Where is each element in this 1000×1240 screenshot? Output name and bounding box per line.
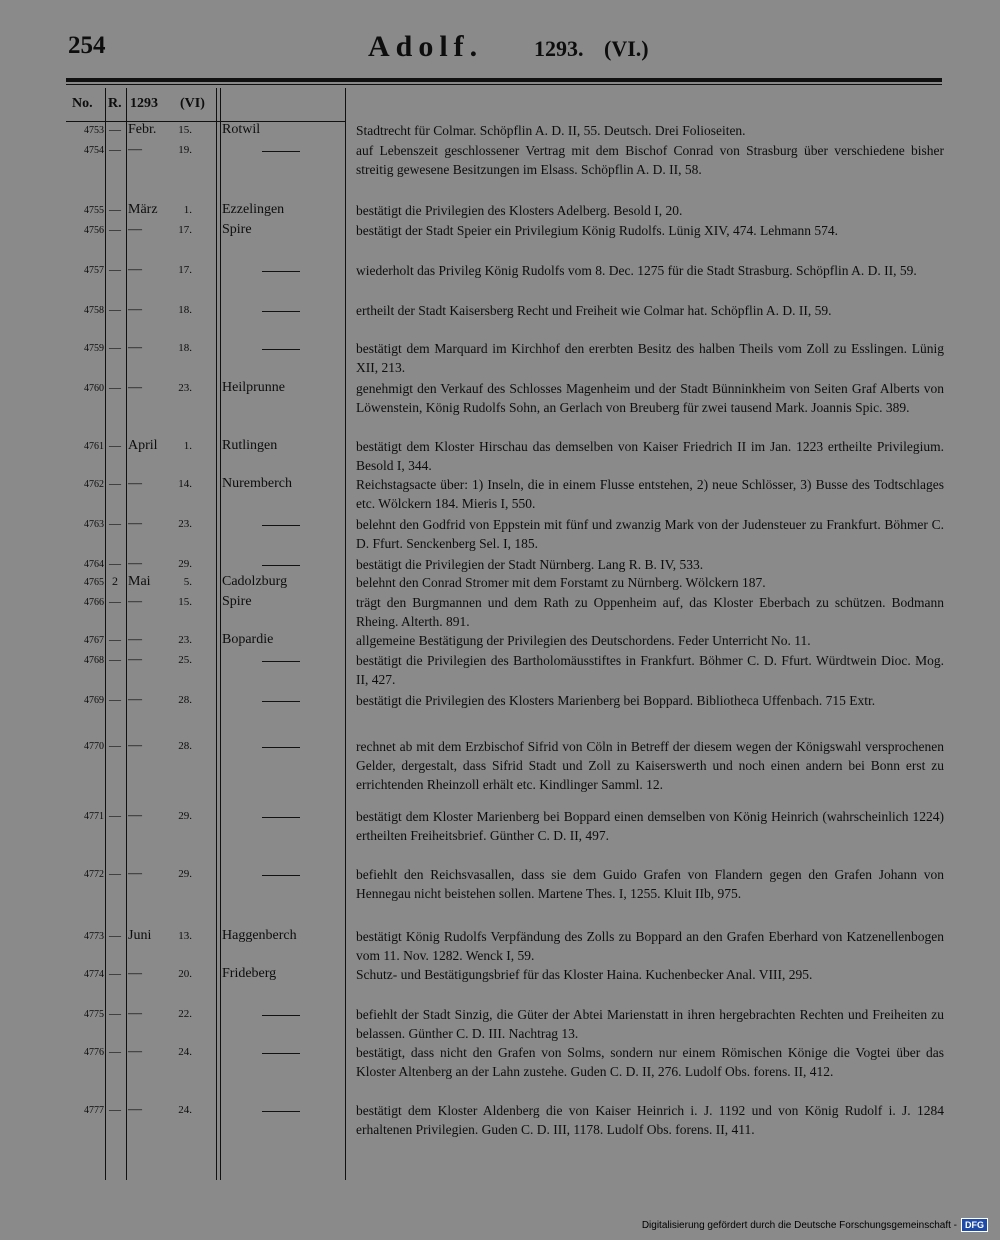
- entry-number: 4775: [84, 1009, 104, 1020]
- page-number: 254: [68, 32, 106, 59]
- entry-day: 25.: [178, 654, 192, 666]
- entry-month: April: [128, 438, 158, 453]
- entry-text: belehnt den Conrad Stromer mit dem Forstamt zu Nürnberg. Wölckern 187.: [356, 575, 766, 590]
- entry-month: März: [128, 202, 158, 217]
- place-ditto-rule: [262, 701, 300, 702]
- entry-month: —: [128, 594, 142, 609]
- place-ditto-rule: [262, 747, 300, 748]
- entry-text: bestätigt dem Kloster Marienberg bei Boppard einen demselben von König Heinrich (wahrscheinlich 1224) ertheilten Freiheitsbrief. Günther C. D. II, 497.: [356, 809, 944, 843]
- entry-r: —: [109, 142, 121, 156]
- entry-text: auf Lebenszeit geschlossener Vertrag mit dem Bischof Conrad von Strasburg über verschiedene bisher streitig gewesene Besitzungen im Elsass. Schöpflin A. D. II, 58.: [356, 143, 944, 177]
- entry-place: Spire: [222, 594, 252, 609]
- entry-day: 19.: [178, 144, 192, 156]
- header-volume: (VI.): [604, 36, 649, 61]
- entry-text: bestätigt die Privilegien der Stadt Nürnberg. Lang R. B. IV, 533.: [356, 557, 704, 572]
- entry-day: 28.: [178, 694, 192, 706]
- entry-text: befiehlt der Stadt Sinzig, die Güter der Abtei Marienstatt in ihren hergebrachten Rechten und Freiheiten zu belassen. Günther C. D. III. Nachtrag 13.: [356, 1007, 944, 1041]
- entry-r: —: [109, 808, 121, 822]
- entry-number: 4771: [84, 811, 104, 822]
- entry-number: 4757: [84, 265, 104, 276]
- entry-month: Mai: [128, 574, 151, 589]
- entry-text: bestätigt die Privilegien des Bartholomäusstiftes in Frankfurt. Böhmer C. D. Ffurt. Würdtwein Dioc. Mog. II, 427.: [356, 653, 944, 687]
- entry-text: belehnt den Godfrid von Eppstein mit fünf und zwanzig Mark von der Judensteuer zu Frankfurt. Böhmer C. D. Ffurt. Senckenberg Sel. I, 185.: [356, 517, 944, 551]
- entry-number: 4772: [84, 869, 104, 880]
- entry-r: —: [109, 262, 121, 276]
- entry-month: —: [128, 692, 142, 707]
- entry-month: —: [128, 340, 142, 355]
- column-divider: [216, 88, 217, 1180]
- place-ditto-rule: [262, 565, 300, 566]
- entry-r: —: [109, 340, 121, 354]
- entry-number: 4776: [84, 1047, 104, 1058]
- entry-month: —: [128, 632, 142, 647]
- entry-text: bestätigt die Privilegien des Klosters Marienberg bei Boppard. Bibliotheca Uffenbach. 715 Extr.: [356, 693, 876, 708]
- entry-day: 23.: [178, 382, 192, 394]
- entry-text: bestätigt die Privilegien des Klosters Adelberg. Besold I, 20.: [356, 203, 683, 218]
- entry-r: —: [109, 222, 121, 236]
- entry-day: 29.: [178, 810, 192, 822]
- entry-day: 22.: [178, 1008, 192, 1020]
- entry-day: 13.: [178, 930, 192, 942]
- entry-month: —: [128, 380, 142, 395]
- entry-number: 4760: [84, 383, 104, 394]
- entry-day: 23.: [178, 518, 192, 530]
- entry-month: —: [128, 516, 142, 531]
- entry-place: Bopardie: [222, 632, 274, 647]
- entry-text: bestätigt dem Marquard im Kirchhof den ererbten Besitz des halben Theils vom Zoll zu Esslingen. Lünig XII, 213.: [356, 341, 944, 375]
- entry-r: —: [109, 122, 121, 136]
- entry-month: —: [128, 866, 142, 881]
- header-year: 1293.: [534, 36, 584, 61]
- entry-number: 4759: [84, 343, 104, 354]
- entry-month: —: [128, 142, 142, 157]
- footer-text: Digitalisierung gefördert durch die Deutsche Forschungsgemeinschaft -: [641, 1219, 957, 1231]
- entry-month: —: [128, 1044, 142, 1059]
- entry-text: allgemeine Bestätigung der Privilegien des Deutschordens. Feder Unterricht No. 11.: [356, 633, 811, 648]
- entry-number: 4773: [84, 931, 104, 942]
- entry-r: —: [109, 632, 121, 646]
- entry-number: 4756: [84, 225, 104, 236]
- entry-r: —: [109, 738, 121, 752]
- entry-day: 23.: [178, 634, 192, 646]
- entry-month: —: [128, 652, 142, 667]
- entry-number: 4768: [84, 655, 104, 666]
- entry-place: Heilprunne: [222, 380, 285, 395]
- entry-text: trägt den Burgmannen und dem Rath zu Oppenheim auf, das Kloster Eberbach zu schützen. Bodmann Rheing. Alterth. 891.: [356, 595, 944, 629]
- entry-number: 4769: [84, 695, 104, 706]
- entry-text: bestätigt der Stadt Speier ein Privilegium König Rudolfs. Lünig XIV, 474. Lehmann 574.: [356, 223, 838, 238]
- entry-r: —: [109, 652, 121, 666]
- entry-r: —: [109, 866, 121, 880]
- place-ditto-rule: [262, 875, 300, 876]
- entry-month: —: [128, 808, 142, 823]
- entry-place: Haggenberch: [222, 928, 297, 943]
- entry-day: 5.: [183, 576, 192, 588]
- entry-number: 4762: [84, 479, 104, 490]
- entry-month: Juni: [128, 928, 152, 943]
- entry-r: 2: [112, 574, 118, 588]
- entry-day: 17.: [178, 224, 192, 236]
- entry-day: 18.: [178, 304, 192, 316]
- entry-number: 4754: [84, 145, 104, 156]
- entry-day: 1.: [183, 440, 192, 452]
- entry-text: bestätigt König Rudolfs Verpfändung des Zolls zu Boppard an den Grafen Eberhard von Katzenellenbogen vom 11. Nov. 1282. Wenck I, 59.: [356, 929, 944, 963]
- place-ditto-rule: [262, 661, 300, 662]
- place-ditto-rule: [262, 1015, 300, 1016]
- entry-number: 4763: [84, 519, 104, 530]
- column-header-volume: (VI): [180, 96, 205, 111]
- entry-day: 14.: [178, 478, 192, 490]
- entry-number: 4770: [84, 741, 104, 752]
- entry-text: wiederholt das Privileg König Rudolfs vom 8. Dec. 1275 für die Stadt Strasburg. Schöpflin A. D. II, 59.: [356, 263, 917, 278]
- entry-place: Cadolzburg: [222, 574, 288, 589]
- entry-r: —: [109, 202, 121, 216]
- entry-r: —: [109, 1044, 121, 1058]
- entry-number: 4767: [84, 635, 104, 646]
- place-ditto-rule: [262, 349, 300, 350]
- place-ditto-rule: [262, 1053, 300, 1054]
- entry-text: bestätigt dem Kloster Hirschau das demselben von Kaiser Friedrich II im Jan. 1223 ertheilte Privilegium. Besold I, 344.: [356, 439, 944, 473]
- entry-day: 20.: [178, 968, 192, 980]
- column-header-r: R.: [108, 96, 122, 111]
- dfg-logo: DFG: [961, 1218, 988, 1232]
- entry-r: —: [109, 594, 121, 608]
- entry-number: 4761: [84, 441, 104, 452]
- entry-r: —: [109, 302, 121, 316]
- entry-number: 4766: [84, 597, 104, 608]
- entry-place: Rutlingen: [222, 438, 278, 453]
- entry-number: 4758: [84, 305, 104, 316]
- entry-day: 28.: [178, 740, 192, 752]
- entry-day: 29.: [178, 868, 192, 880]
- entry-r: —: [109, 380, 121, 394]
- entry-r: —: [109, 966, 121, 980]
- entry-month: —: [128, 1102, 142, 1117]
- entry-text: genehmigt den Verkauf des Schlosses Magenheim und der Stadt Bünninkheim von Seiten Graf Alberts von Löwenstein, König Rudolfs Sohn, an Gerlach von Breuberg für zwei tausend Mark. Joannis Spic. 389.: [356, 381, 944, 415]
- entry-r: —: [109, 438, 121, 452]
- entry-r: —: [109, 692, 121, 706]
- entry-number: 4774: [84, 969, 104, 980]
- entry-text: rechnet ab mit dem Erzbischof Sifrid von Cöln in Betreff der diesem wegen der Königswahl versprochenen Gelder, dergestalt, dass Sifrid Stadt und Zoll zu Kaiserswerth und noch einen andern bei Bonn erst zu errichtenden Rheinzoll erhält etc. Kindlinger Samml. 12.: [356, 739, 944, 792]
- column-divider: [220, 88, 221, 1180]
- entry-place: Spire: [222, 222, 252, 237]
- entry-r: —: [109, 1006, 121, 1020]
- entry-number: 4753: [84, 125, 104, 136]
- place-ditto-rule: [262, 525, 300, 526]
- footer: [642, 1218, 988, 1232]
- place-ditto-rule: [262, 817, 300, 818]
- entry-number: 4764: [84, 559, 104, 570]
- entry-text: bestätigt, dass nicht den Grafen von Solms, sondern nur einem Römischen Könige die Vogtei über das Kloster Altenberg an der Lahn zustehe. Guden C. D. II, 276. Ludolf Obs. forens. II, 412.: [356, 1045, 944, 1079]
- header-rule-thin: [66, 84, 942, 85]
- entry-r: —: [109, 928, 121, 942]
- entry-day: 24.: [178, 1046, 192, 1058]
- entry-text: befiehlt den Reichsvasallen, dass sie dem Guido Grafen von Flandern gegen den Grafen Johann von Hennegau nicht beistehen sollen. Martene Thes. I, 1255. Kluit IIb, 975.: [356, 867, 944, 901]
- entry-r: —: [109, 556, 121, 570]
- column-divider: [126, 88, 127, 1180]
- place-ditto-rule: [262, 151, 300, 152]
- place-ditto-rule: [262, 271, 300, 272]
- entry-month: —: [128, 1006, 142, 1021]
- entry-month: —: [128, 262, 142, 277]
- entry-place: Rotwil: [222, 122, 261, 137]
- entry-place: Frideberg: [222, 966, 277, 981]
- column-divider: [345, 88, 346, 1180]
- entry-place: Ezzelingen: [222, 202, 285, 217]
- entry-day: 24.: [178, 1104, 192, 1116]
- entry-place: Nuremberch: [222, 476, 292, 491]
- entry-month: —: [128, 556, 142, 571]
- entry-day: 29.: [178, 558, 192, 570]
- entry-r: —: [109, 516, 121, 530]
- place-ditto-rule: [262, 311, 300, 312]
- entry-day: 15.: [178, 596, 192, 608]
- entry-r: —: [109, 476, 121, 490]
- entry-r: —: [109, 1102, 121, 1116]
- header-rule: [66, 78, 942, 82]
- entry-month: —: [128, 302, 142, 317]
- entry-number: 4765: [84, 577, 104, 588]
- entry-day: 1.: [183, 204, 192, 216]
- entry-month: —: [128, 222, 142, 237]
- entry-month: Febr.: [128, 122, 157, 137]
- entry-text: bestätigt dem Kloster Aldenberg die von Kaiser Heinrich i. J. 1192 und von König Rudolf i. J. 1284 erhaltenen Privilegien. Guden C. D. III, 1178. Ludolf Obs. forens. II, 411.: [356, 1103, 944, 1137]
- column-header-no: No.: [72, 96, 93, 111]
- column-header-year: 1293: [130, 96, 158, 111]
- entry-text: ertheilt der Stadt Kaisersberg Recht und Freiheit wie Colmar hat. Schöpflin A. D. II, 59.: [356, 303, 832, 318]
- entry-month: —: [128, 738, 142, 753]
- entry-day: 17.: [178, 264, 192, 276]
- entry-text: Reichstagsacte über: 1) Inseln, die in einem Flusse entstehen, 2) neue Schlösser, 3) Busse des Todtschlages etc. Wölckern 184. Mieris I, 550.: [356, 477, 944, 511]
- page-title: Adolf.: [368, 30, 484, 63]
- entry-day: 15.: [178, 124, 192, 136]
- entry-text: Stadtrecht für Colmar. Schöpflin A. D. II, 55. Deutsch. Drei Folioseiten.: [356, 123, 746, 138]
- entry-month: —: [128, 966, 142, 981]
- entry-number: 4777: [84, 1105, 104, 1116]
- entry-number: 4755: [84, 205, 104, 216]
- place-ditto-rule: [262, 1111, 300, 1112]
- entry-day: 18.: [178, 342, 192, 354]
- entry-text: Schutz- und Bestätigungsbrief für das Kloster Haina. Kuchenbecker Anal. VIII, 295.: [356, 967, 813, 982]
- entry-month: —: [128, 476, 142, 491]
